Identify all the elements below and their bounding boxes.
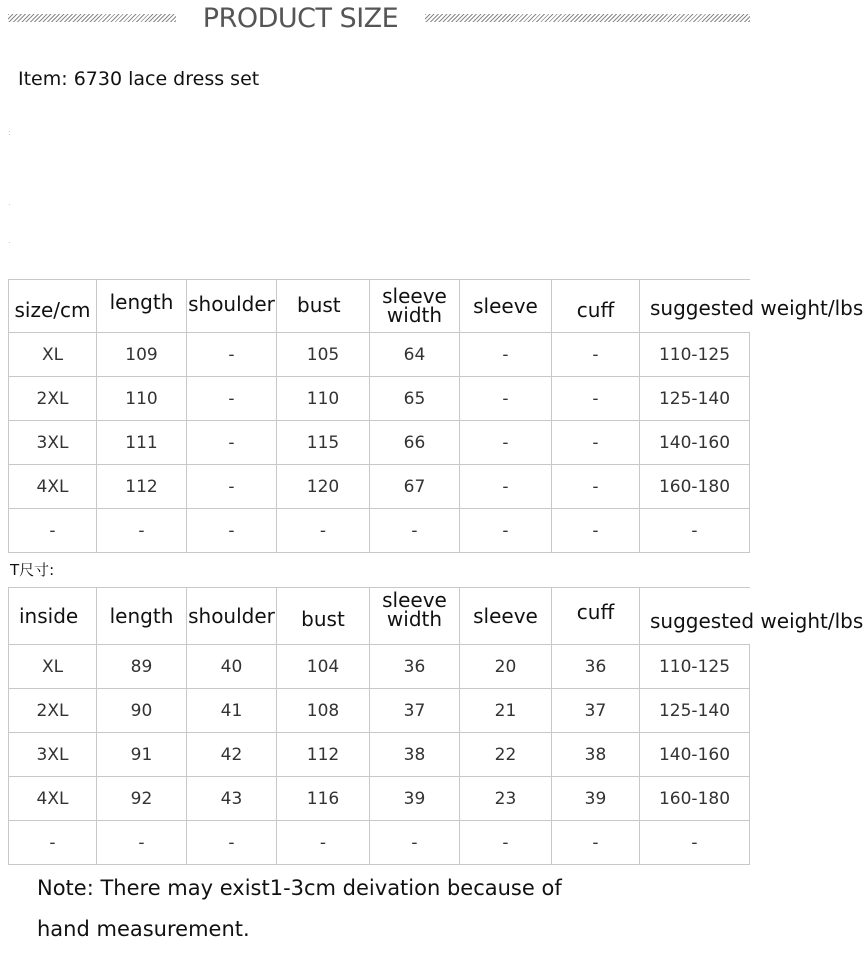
size-table-dress bbox=[8, 279, 864, 553]
table-cell: - bbox=[460, 377, 552, 421]
table-cell: 38 bbox=[370, 733, 460, 777]
table-cell: - bbox=[460, 821, 552, 865]
column-header: length bbox=[97, 588, 187, 645]
table-cell: 23 bbox=[460, 777, 552, 821]
table-header-row bbox=[9, 280, 750, 333]
table-cell: 112 bbox=[97, 465, 187, 509]
table-cell: - bbox=[187, 377, 277, 421]
table-row bbox=[9, 377, 750, 421]
table-cell: - bbox=[370, 509, 460, 553]
table-cell: 2XL bbox=[9, 689, 97, 733]
table-cell: 40 bbox=[187, 645, 277, 689]
column-header: length bbox=[97, 280, 187, 333]
table-cell: 2XL bbox=[9, 377, 97, 421]
decorative-dot: : bbox=[8, 128, 11, 137]
table-cell: 111 bbox=[97, 421, 187, 465]
table-cell: 125-140 bbox=[640, 689, 750, 733]
table-row bbox=[9, 821, 750, 865]
table-row bbox=[9, 465, 750, 509]
table-cell: 4XL bbox=[9, 777, 97, 821]
table-cell: - bbox=[187, 333, 277, 377]
column-header: sleeve bbox=[460, 588, 552, 645]
table-cell: 90 bbox=[97, 689, 187, 733]
item-label: Item: 6730 lace dress set bbox=[18, 68, 260, 90]
table-cell: 36 bbox=[552, 645, 640, 689]
table-cell: - bbox=[187, 821, 277, 865]
table-cell: 38 bbox=[552, 733, 640, 777]
table-cell: - bbox=[552, 509, 640, 553]
table-cell: 67 bbox=[370, 465, 460, 509]
table-cell: 109 bbox=[97, 333, 187, 377]
table-cell: - bbox=[460, 465, 552, 509]
page-header bbox=[0, 0, 864, 40]
table-cell: - bbox=[460, 421, 552, 465]
table-cell: 64 bbox=[370, 333, 460, 377]
measurement-note bbox=[37, 868, 657, 950]
table-cell: 92 bbox=[97, 777, 187, 821]
table-cell: - bbox=[187, 421, 277, 465]
table-row bbox=[9, 509, 750, 553]
table-cell: - bbox=[9, 509, 97, 553]
size-table-top bbox=[8, 587, 864, 865]
table-cell: - bbox=[277, 509, 370, 553]
table-cell: 91 bbox=[97, 733, 187, 777]
table-cell: XL bbox=[9, 645, 97, 689]
table-cell: 43 bbox=[187, 777, 277, 821]
table-cell: 110 bbox=[277, 377, 370, 421]
table-cell: - bbox=[552, 333, 640, 377]
table-cell: - bbox=[552, 821, 640, 865]
table-cell: 120 bbox=[277, 465, 370, 509]
column-header: shoulder bbox=[187, 588, 277, 645]
table-cell: 22 bbox=[460, 733, 552, 777]
decorative-dot: . bbox=[8, 236, 11, 245]
table-cell: - bbox=[640, 821, 750, 865]
table-row bbox=[9, 777, 750, 821]
column-header: suggested weight/lbs bbox=[640, 280, 750, 333]
table-cell: 160-180 bbox=[640, 465, 750, 509]
table-cell: 41 bbox=[187, 689, 277, 733]
page-title: PRODUCT SIZE bbox=[202, 3, 399, 34]
table-cell: 108 bbox=[277, 689, 370, 733]
note-line: hand measurement. bbox=[37, 917, 250, 941]
table-cell: - bbox=[370, 821, 460, 865]
column-header: cuff bbox=[552, 588, 640, 645]
table-cell: - bbox=[97, 509, 187, 553]
table-cell: 66 bbox=[370, 421, 460, 465]
table-cell: 104 bbox=[277, 645, 370, 689]
decorative-dot: . bbox=[8, 198, 11, 207]
table-cell: 140-160 bbox=[640, 733, 750, 777]
table-cell: - bbox=[460, 333, 552, 377]
table-cell: 3XL bbox=[9, 421, 97, 465]
table-cell: 42 bbox=[187, 733, 277, 777]
table-row bbox=[9, 645, 750, 689]
table-cell: - bbox=[277, 821, 370, 865]
column-header: size/cm bbox=[9, 280, 97, 333]
table-cell: 115 bbox=[277, 421, 370, 465]
column-header: sleeve width bbox=[370, 280, 460, 333]
table-cell: 39 bbox=[370, 777, 460, 821]
column-header: sleeve width bbox=[370, 588, 460, 645]
table-cell: - bbox=[187, 509, 277, 553]
table-cell: 65 bbox=[370, 377, 460, 421]
table-cell: 4XL bbox=[9, 465, 97, 509]
table-cell: 116 bbox=[277, 777, 370, 821]
table-cell: - bbox=[187, 465, 277, 509]
column-header: shoulder bbox=[187, 280, 277, 333]
header-decoration-right bbox=[425, 14, 750, 22]
table-cell: 21 bbox=[460, 689, 552, 733]
table-cell: 110 bbox=[97, 377, 187, 421]
table-row bbox=[9, 689, 750, 733]
table-section-label: T尺寸: bbox=[10, 561, 55, 579]
column-header: bust bbox=[277, 280, 370, 333]
table-header-row bbox=[9, 588, 750, 645]
table-cell: 37 bbox=[370, 689, 460, 733]
table-cell: 140-160 bbox=[640, 421, 750, 465]
column-header: cuff bbox=[552, 280, 640, 333]
table-cell: 3XL bbox=[9, 733, 97, 777]
table-cell: 110-125 bbox=[640, 333, 750, 377]
table-cell: - bbox=[640, 509, 750, 553]
table-cell: 36 bbox=[370, 645, 460, 689]
table-cell: - bbox=[552, 377, 640, 421]
table-cell: 89 bbox=[97, 645, 187, 689]
header-decoration-left bbox=[8, 14, 176, 22]
table-cell: - bbox=[552, 421, 640, 465]
column-header: bust bbox=[277, 588, 370, 645]
table-row bbox=[9, 333, 750, 377]
table-cell: 105 bbox=[277, 333, 370, 377]
table-cell: 125-140 bbox=[640, 377, 750, 421]
note-line: Note: There may exist1-3cm deivation because of bbox=[37, 876, 562, 900]
table-cell: - bbox=[460, 509, 552, 553]
table-cell: XL bbox=[9, 333, 97, 377]
table-cell: - bbox=[97, 821, 187, 865]
table-cell: 39 bbox=[552, 777, 640, 821]
table-cell: - bbox=[552, 465, 640, 509]
table-cell: 37 bbox=[552, 689, 640, 733]
table-cell: 112 bbox=[277, 733, 370, 777]
table-cell: 20 bbox=[460, 645, 552, 689]
table-row bbox=[9, 421, 750, 465]
table-cell: 110-125 bbox=[640, 645, 750, 689]
table-cell: - bbox=[9, 821, 97, 865]
table-cell: 160-180 bbox=[640, 777, 750, 821]
column-header: inside bbox=[9, 588, 97, 645]
column-header: sleeve bbox=[460, 280, 552, 333]
table-row bbox=[9, 733, 750, 777]
column-header: suggested weight/lbs bbox=[640, 588, 750, 645]
